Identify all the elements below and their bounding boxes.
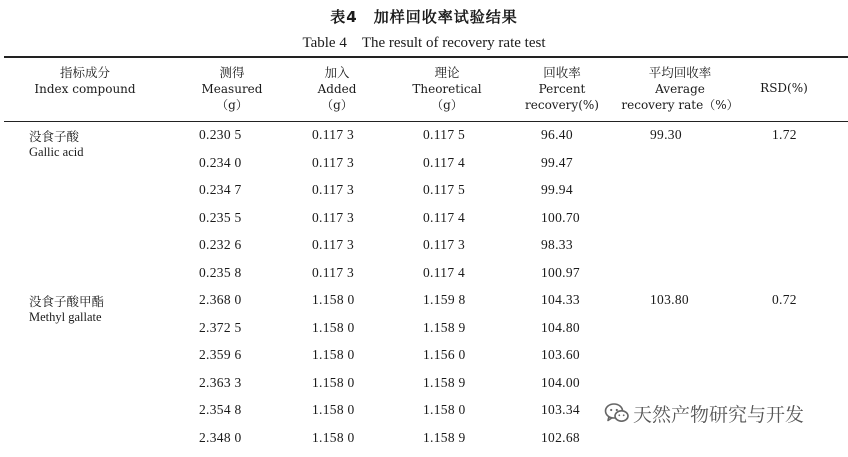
theoretical-cell: 0.117 4 — [423, 154, 466, 170]
header-label-en: （g） — [216, 98, 248, 112]
header-label-cn: 测得 — [219, 65, 245, 80]
recovery-cell: 99.47 — [541, 154, 573, 170]
theoretical-cell: 1.159 8 — [423, 292, 466, 307]
compound-cell — [29, 292, 105, 324]
added-cell: 1.158 0 — [312, 374, 355, 390]
compound-name-en: Gallic acid — [29, 145, 84, 159]
header-label-en: RSD(%) — [760, 81, 808, 95]
header-label-en: recovery rate（%） — [621, 98, 739, 112]
average-recovery-value: 99.30 — [650, 127, 682, 142]
theoretical-cell: 1.158 9 — [423, 429, 466, 445]
compound-name-en: Methyl gallate — [29, 310, 102, 324]
measured-cell: 0.234 0 — [199, 154, 242, 170]
added-cell: 0.117 3 — [312, 127, 355, 142]
theoretical-cell: 1.158 0 — [423, 402, 466, 417]
theoretical-cell: 0.117 5 — [423, 182, 466, 197]
wechat-logo-icon — [604, 401, 630, 425]
measured-cell: 2.354 8 — [199, 402, 242, 417]
measured-cell: 0.234 7 — [199, 182, 242, 197]
average-recovery-value: 103.80 — [650, 292, 689, 307]
measured-cell: 0.235 8 — [199, 264, 242, 280]
added-cell: 1.158 0 — [312, 292, 355, 307]
added-cell: 0.117 3 — [312, 182, 355, 197]
table-row — [0, 292, 848, 324]
table-row — [0, 265, 848, 292]
watermark — [604, 399, 804, 427]
recovery-cell: 99.94 — [541, 182, 573, 197]
compound-name-cn: 没食子酸 — [29, 129, 80, 144]
theoretical-cell: 1.156 0 — [423, 347, 466, 362]
measured-cell: 2.363 3 — [199, 374, 242, 390]
rsd-value: 0.72 — [772, 292, 797, 307]
header-label-en: Theoretical — [412, 82, 482, 96]
header-label-en: （g） — [321, 98, 353, 112]
recovery-cell: 103.60 — [541, 347, 580, 362]
compound-cell — [29, 127, 84, 159]
recovery-cell: 100.70 — [541, 209, 580, 225]
recovery-cell: 104.33 — [541, 292, 580, 307]
table-row — [0, 127, 848, 159]
header-label-cn: 指标成分 — [59, 65, 110, 80]
added-cell: 0.117 3 — [312, 209, 355, 225]
added-cell: 1.158 0 — [312, 319, 355, 335]
added-cell: 1.158 0 — [312, 347, 355, 362]
theoretical-cell: 0.117 5 — [423, 127, 466, 142]
header-index-compound — [10, 65, 160, 97]
recovery-cell: 104.80 — [541, 319, 580, 335]
theoretical-cell: 0.117 4 — [423, 264, 466, 280]
header-label-en: Average — [655, 82, 705, 96]
theoretical-cell: 0.117 4 — [423, 209, 466, 225]
added-cell: 0.117 3 — [312, 237, 355, 252]
recovery-cell: 96.40 — [541, 127, 573, 142]
measured-cell: 2.348 0 — [199, 429, 242, 445]
measured-cell: 2.372 5 — [199, 319, 242, 335]
table-row — [0, 155, 848, 182]
theoretical-cell: 0.117 3 — [423, 237, 466, 252]
table-row — [0, 430, 848, 457]
header-label-en: （g） — [431, 98, 463, 112]
table-title-cn: 表4 加样回收率试验结果 — [330, 8, 518, 26]
added-cell: 1.158 0 — [312, 429, 355, 445]
measured-cell: 2.359 6 — [199, 347, 242, 362]
header-label-en: Percent — [538, 82, 586, 96]
measured-cell: 0.230 5 — [199, 127, 242, 142]
header-label-en: Index compound — [34, 82, 136, 96]
header-label-en: Added — [317, 82, 357, 96]
recovery-cell: 100.97 — [541, 264, 580, 280]
theoretical-cell: 1.158 9 — [423, 319, 466, 335]
measured-cell: 0.235 5 — [199, 209, 242, 225]
added-cell: 0.117 3 — [312, 154, 355, 170]
theoretical-cell: 1.158 9 — [423, 374, 466, 390]
added-cell: 0.117 3 — [312, 264, 355, 280]
header-label-cn: 平均回收率 — [648, 65, 712, 80]
header-label-en: recovery(%) — [525, 98, 599, 112]
compound-name-cn: 没食子酸甲酯 — [29, 294, 105, 309]
measured-cell: 0.232 6 — [199, 237, 242, 252]
recovery-cell: 102.68 — [541, 429, 580, 445]
recovery-cell: 98.33 — [541, 237, 573, 252]
measured-cell: 2.368 0 — [199, 292, 242, 307]
table-row — [0, 320, 848, 347]
table-row — [0, 182, 848, 209]
table-title-en: Table 4 The result of recovery rate test — [302, 35, 546, 51]
table-row — [0, 210, 848, 237]
header-label-cn: 加入 — [324, 65, 350, 80]
header-label-en: Measured — [201, 82, 263, 96]
header-rsd — [709, 80, 848, 96]
header-label-cn: 回收率 — [543, 65, 581, 80]
table-row — [0, 375, 848, 402]
table-header-rule — [4, 121, 848, 122]
watermark-text: 天然产物研究与开发 — [633, 403, 805, 426]
recovery-cell: 103.34 — [541, 402, 580, 417]
recovery-cell: 104.00 — [541, 374, 580, 390]
table-top-rule — [4, 56, 848, 58]
added-cell: 1.158 0 — [312, 402, 355, 417]
header-label-cn: 理论 — [434, 65, 460, 80]
rsd-value: 1.72 — [772, 127, 797, 142]
table-row — [0, 237, 848, 264]
table-row — [0, 347, 848, 374]
